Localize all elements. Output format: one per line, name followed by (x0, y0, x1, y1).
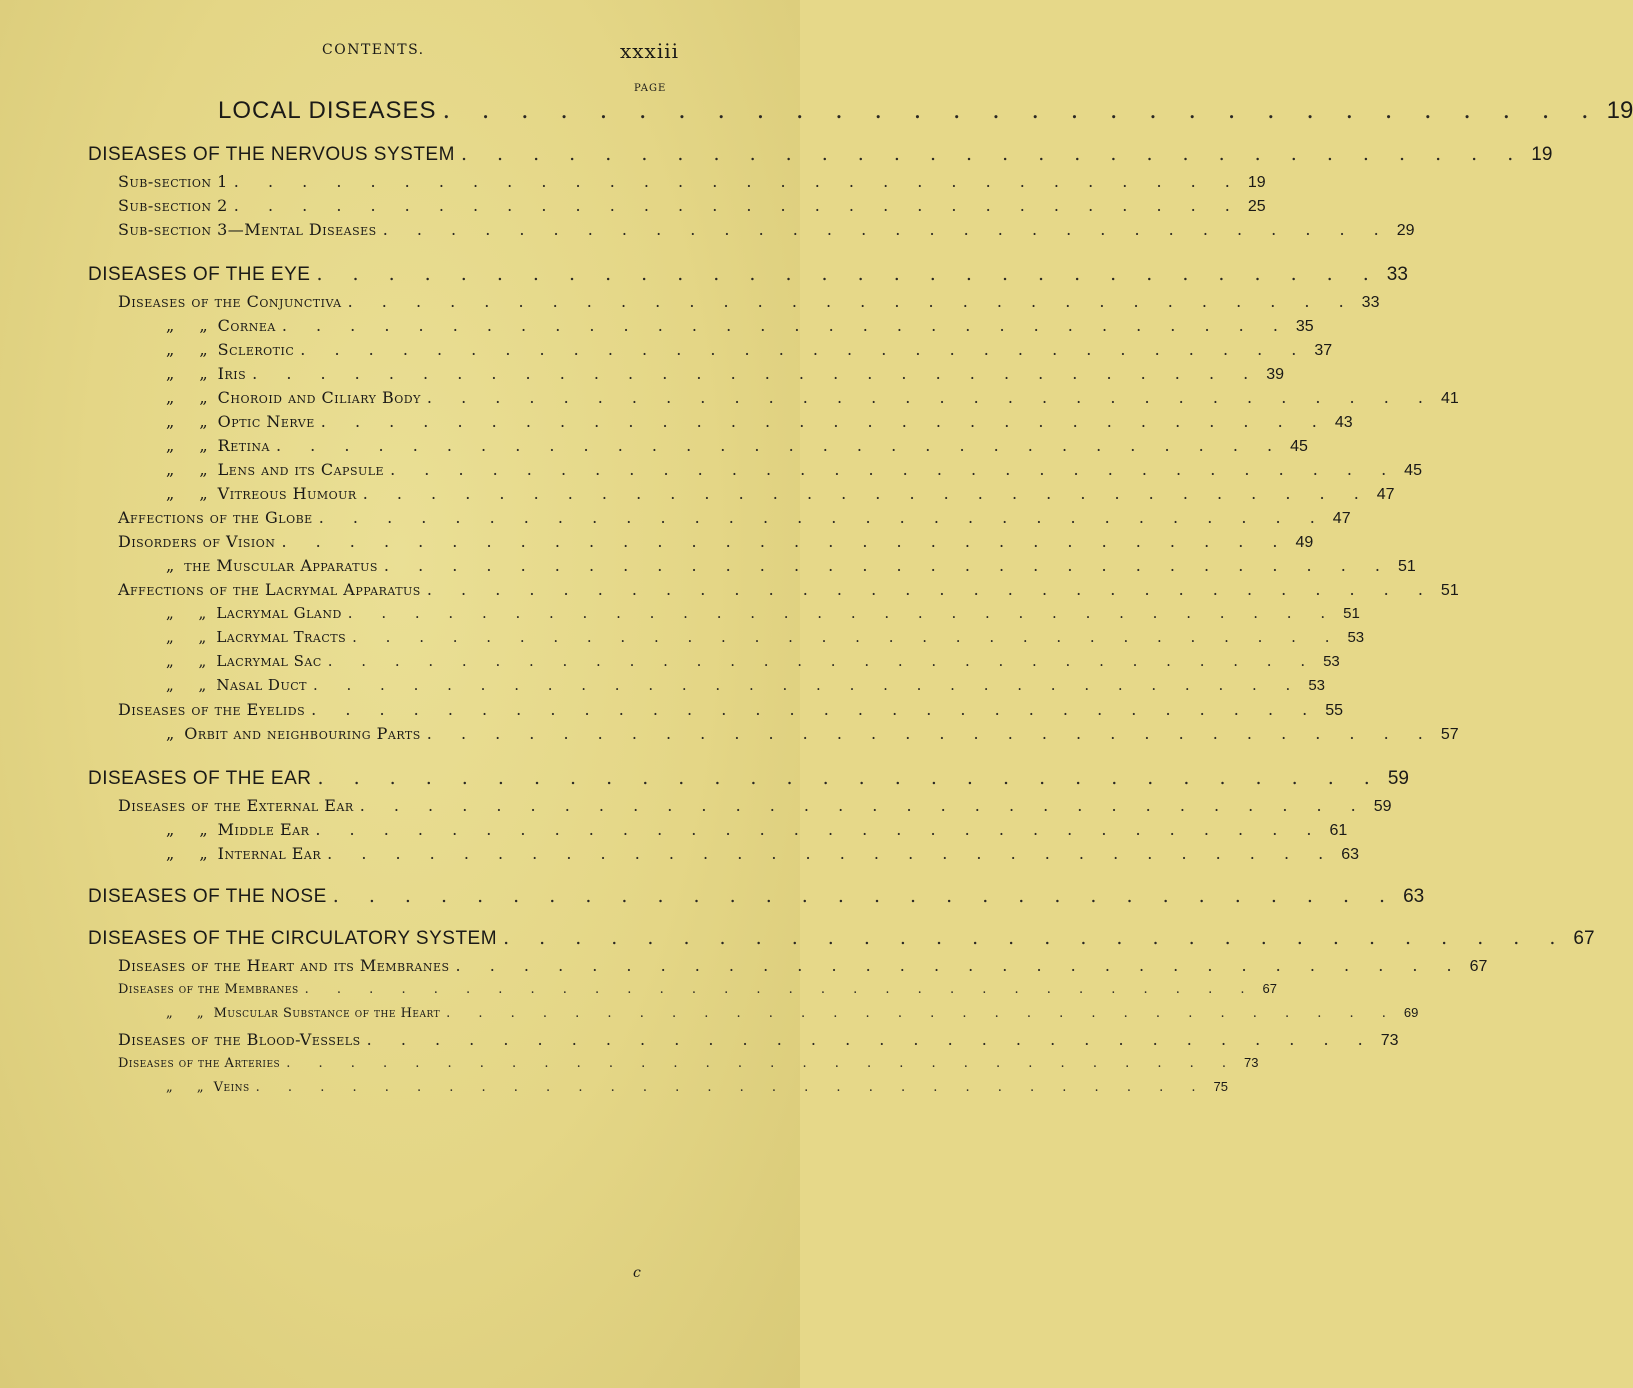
toc-entry (0, 820, 1348, 844)
toc-entry (0, 1005, 1419, 1029)
dot-leader: . . . . . . . . . . . . . . . . . . . . . . . . . . . . . . (426, 580, 1435, 599)
dot-leader: . . . . . . . . . . . . . . . . . . . . . . . . . . . . . . (312, 676, 1303, 694)
toc-page-number: 67 (1573, 928, 1595, 949)
dot-leader: . . . . . . . . . . . . . . . . . . . . . . . . . . . . . . (233, 172, 1242, 191)
dot-leader: . . . . . . . . . . . . . . . . . . . . . . . . . . . . . . (255, 1080, 1208, 1095)
dot-leader: . . . . . . . . . . . . . . . . . . . . . . . . . . . . . . (327, 652, 1318, 670)
toc-entry (0, 460, 1422, 484)
page-folio: xxxiii (620, 39, 680, 63)
dot-leader: . . . . . . . . . . . . . . . . . . . . . . . . . . . . . . (347, 604, 1338, 622)
dot-leader: . . . . . . . . . . . . . . . . . . . . . . . . . . . . . . (352, 628, 1342, 646)
dot-leader: . . . . . . . . . . . . . . . . . . . . . . . . . . . . . . (252, 364, 1261, 383)
toc-entry-label: Diseases of the Conjunctiva (118, 292, 342, 311)
toc-entry-label: Disorders of Vision (118, 532, 276, 551)
ditto-mark: „ „ (166, 604, 217, 622)
toc-entry-label: Choroid and Ciliary Body (217, 388, 421, 407)
dot-leader: . . . . . . . . . . . . . . . . . . . . . . . . . . . . . . (311, 700, 1320, 719)
dot-leader: . . . . . . . . . . . . . . . . . . . . . . . . . . . . . . (383, 556, 1392, 575)
toc-page-number: 33 (1361, 294, 1380, 311)
toc-entry-label: Lacrymal Tracts (216, 628, 347, 646)
dot-leader: . . . . . . . . . . . . . . . . . . . . . . . . . . . . . . (332, 885, 1398, 907)
toc-entry (0, 844, 1360, 868)
ditto-mark: „ „ (166, 628, 217, 646)
toc-entry-label: Internal Ear (217, 844, 322, 863)
toc-page-number: 53 (1323, 653, 1340, 670)
ditto-mark: „ „ (166, 412, 218, 431)
dot-leader: . . . . . . . . . . . . . . . . . . . . . . . . . . . . . . (382, 220, 1391, 239)
toc-entry (0, 1055, 1259, 1079)
ditto-mark: „ „ (166, 1080, 214, 1095)
toc-entry (0, 263, 1408, 287)
toc-entry (0, 1079, 1228, 1103)
ditto-mark: „ „ (166, 844, 218, 863)
toc-entry-label: LOCAL DISEASES (218, 97, 437, 124)
ditto-mark: „ (166, 556, 185, 575)
dot-leader: . . . . . . . . . . . . . . . . . . . . . . . . . . . . . . (426, 724, 1435, 743)
toc-page-number: 69 (1403, 1005, 1419, 1020)
toc-page-number: 19 (1247, 174, 1266, 191)
dot-leader: . . . . . . . . . . . . . . . . . . . . . . . . . . . . . . (300, 340, 1309, 359)
toc-page-number: 73 (1244, 1055, 1259, 1070)
toc-page-number: 37 (1314, 342, 1333, 359)
toc-entry-label: Diseases of the Heart and its Membranes (118, 956, 450, 975)
toc-entry (0, 316, 1314, 340)
ditto-mark: „ (166, 724, 185, 743)
dot-leader: . . . . . . . . . . . . . . . . . . . . . . . . . . . . . . (347, 292, 1356, 311)
toc-entry (0, 412, 1353, 436)
toc-entry-label: DISEASES OF THE NERVOUS SYSTEM (88, 144, 455, 165)
toc-entry (0, 196, 1266, 220)
ditto-mark: „ „ (166, 1006, 214, 1021)
toc-entry (0, 1030, 1399, 1054)
dot-leader: . . . . . . . . . . . . . . . . . . . . . . . . . . . . . . (286, 1056, 1239, 1071)
toc-entry-label: Vitreous Humour (217, 484, 357, 503)
toc-entry-label: Diseases of the Blood-Vessels (118, 1030, 361, 1049)
toc-page-number: 53 (1347, 629, 1365, 646)
ditto-mark: „ „ (166, 364, 218, 383)
toc-page-number: 47 (1376, 486, 1395, 503)
toc-page-number: 19 (1531, 144, 1553, 165)
toc-page-number: 41 (1440, 390, 1459, 407)
toc-entry (0, 604, 1360, 628)
toc-entry-label: Sub-section 2 (118, 196, 228, 215)
dot-leader: . . . . . . . . . . . . . . . . . . . . . . . . . . . . . . (362, 484, 1371, 503)
toc-page-number: 53 (1308, 677, 1325, 694)
toc-entry (0, 652, 1340, 676)
dot-leader: . . . . . . . . . . . . . . . . . . . . . . . . . . . . . . (316, 263, 1381, 285)
ditto-mark: „ „ (166, 484, 218, 503)
toc-page-number: 47 (1332, 510, 1351, 527)
toc-page-number: 51 (1397, 558, 1416, 575)
toc-entry-label: Affections of the Lacrymal Apparatus (118, 580, 421, 599)
dot-leader: . . . . . . . . . . . . . . . . . . . . . . . . . . . . . . (233, 196, 1242, 215)
toc-page-number: 67 (1469, 958, 1488, 975)
dot-leader: . . . . . . . . . . . . . . . . . . . . . . . . . . . . . . (390, 460, 1399, 479)
toc-page-number: 63 (1403, 886, 1425, 907)
toc-entry-label: DISEASES OF THE EYE (88, 264, 311, 285)
toc-entry (0, 292, 1380, 316)
toc-entry-label: Sub-section 1 (118, 172, 228, 191)
toc-entry-label: DISEASES OF THE NOSE (88, 886, 327, 907)
toc-entry (0, 340, 1333, 364)
toc-page-number: 75 (1213, 1079, 1228, 1094)
running-title: CONTENTS. (322, 42, 425, 58)
toc-page-number: 59 (1387, 768, 1409, 789)
toc-entry (0, 508, 1351, 532)
dot-leader: . . . . . . . . . . . . . . . . . . . . . . . . . . . . . . (460, 143, 1526, 165)
toc-entry (0, 628, 1365, 652)
toc-page-number: 63 (1341, 846, 1360, 863)
dot-leader: . . . . . . . . . . . . . . . . . . . . . . . . . . . . . . (503, 927, 1568, 949)
toc-entry-label: Retina (217, 436, 270, 455)
ditto-mark: „ „ (166, 652, 217, 670)
ditto-mark: „ „ (166, 436, 218, 455)
running-head (0, 39, 800, 63)
toc-entry-label: the Muscular Apparatus (184, 556, 378, 575)
toc-entry-label: Middle Ear (217, 820, 310, 839)
toc-page-number: 39 (1266, 366, 1285, 383)
toc-entry-label: Veins (213, 1080, 250, 1095)
toc-entry (0, 580, 1459, 604)
ditto-mark: „ „ (166, 820, 218, 839)
dot-leader: . . . . . . . . . . . . . . . . . . . . . . . . . . . . . . (281, 532, 1290, 551)
toc-page-number: 67 (1262, 981, 1277, 996)
toc-entry (0, 388, 1459, 412)
dot-leader: . . . . . . . . . . . . . . . . . . . . . . . . . . . . . . (426, 388, 1435, 407)
toc-page-number: 55 (1325, 702, 1344, 719)
toc-entry-label: Orbit and neighbouring Parts (184, 724, 421, 743)
dot-leader: . . . . . . . . . . . . . . . . . . . . . . . . . . . . . . (446, 1006, 1398, 1021)
page-column-heading: PAGE (634, 83, 667, 94)
dot-leader: . . . . . . . . . . . . . . . . . . . . . . . . . . . . . . (359, 796, 1368, 815)
toc-entry-label: Diseases of the External Ear (118, 796, 354, 815)
ditto-mark: „ „ (166, 340, 218, 359)
dot-leader: . . . . . . . . . . . . . . . . . . . . . . . . . . . . . . (327, 844, 1336, 863)
signature-mark: c (633, 1265, 641, 1281)
toc-entry (0, 172, 1266, 196)
toc-entry-label: Affections of the Globe (118, 508, 313, 527)
dot-leader: . . . . . . . . . . . . . . . . . . . . . . . . . . . . . . (455, 956, 1464, 975)
toc-page-number: 73 (1380, 1032, 1399, 1049)
toc-entry (0, 676, 1325, 700)
ditto-mark: „ „ (166, 388, 218, 407)
toc-entry (0, 96, 1633, 124)
toc-entry-label: Iris (217, 364, 247, 383)
toc-entry (0, 532, 1314, 556)
toc-entry (0, 143, 1553, 167)
toc-entry (0, 220, 1415, 244)
toc-entry (0, 436, 1308, 460)
toc-page-number: 45 (1404, 462, 1422, 479)
toc-entry-label: Diseases of the Membranes (118, 982, 299, 997)
toc-entry-label: Sub-section 3—Mental Diseases (118, 220, 377, 239)
toc-page-number: 45 (1290, 438, 1308, 455)
toc-page-number: 43 (1334, 414, 1353, 431)
toc-entry-label: Nasal Duct (216, 676, 307, 694)
toc-entry-label: Diseases of the Eyelids (118, 700, 306, 719)
toc-page-number: 51 (1343, 605, 1360, 622)
toc-entry-label: DISEASES OF THE EAR (88, 768, 312, 789)
ditto-mark: „ „ (166, 316, 218, 335)
dot-leader: . . . . . . . . . . . . . . . . . . . . . . . . . . . . . . (276, 436, 1285, 455)
dot-leader: . . . . . . . . . . . . . . . . . . . . . . . . . . . . . . (320, 412, 1329, 431)
toc-entry (0, 767, 1409, 791)
toc-entry (0, 956, 1488, 980)
toc-entry-label: Diseases of the Arteries (118, 1056, 281, 1071)
toc-entry (0, 484, 1395, 508)
toc-entry-label: Lens and its Capsule (217, 460, 385, 479)
dot-leader: . . . . . . . . . . . . . . . . . . . . . . . . . . . . . . (281, 316, 1290, 335)
toc-entry (0, 364, 1285, 388)
ditto-mark: „ „ (166, 460, 218, 479)
toc-entry-label: Lacrymal Gland (216, 604, 342, 622)
toc-entry-label: Sclerotic (217, 340, 295, 359)
toc-entry (0, 885, 1425, 909)
ditto-mark: „ „ (166, 676, 217, 694)
toc-page-number: 29 (1396, 222, 1415, 239)
toc-page-number: 57 (1440, 726, 1459, 743)
toc-entry (0, 981, 1277, 1005)
toc-entry-label: Lacrymal Sac (216, 652, 322, 670)
toc-entry-label: Optic Nerve (217, 412, 315, 431)
toc-entry (0, 556, 1416, 580)
toc-entry (0, 724, 1459, 748)
toc-entry (0, 700, 1344, 724)
toc-page-number: 51 (1440, 582, 1459, 599)
toc-page-number: 25 (1247, 198, 1266, 215)
dot-leader: . . . . . . . . . . . . . . . . . . . . . . . . . . . . . . (315, 820, 1324, 839)
toc-entry-label: DISEASES OF THE CIRCULATORY SYSTEM (88, 928, 498, 949)
dot-leader: . . . . . . . . . . . . . . . . . . . . . . . . . . . . . . (304, 982, 1257, 997)
toc-page-number: 59 (1373, 798, 1392, 815)
toc-entry (0, 927, 1595, 951)
toc-page-number: 33 (1386, 264, 1408, 285)
dot-leader: . . . . . . . . . . . . . . . . . . . . . . . . . . . . . . (366, 1030, 1375, 1049)
toc-page-number: 61 (1329, 822, 1348, 839)
toc-entry-label: Muscular Substance of the Heart (213, 1006, 441, 1021)
toc-page-number: 19 (1606, 97, 1633, 124)
dot-leader: . . . . . . . . . . . . . . . . . . . . . . . . . . . . . . (317, 767, 1382, 789)
toc-page-number: 49 (1295, 534, 1314, 551)
dot-leader: . . . . . . . . . . . . . . . . . . . . . . . . . . . . . . (318, 508, 1327, 527)
toc-entry-label: Cornea (217, 316, 276, 335)
toc-page-number: 35 (1295, 318, 1314, 335)
dot-leader: . . . . . . . . . . . . . . . . . . . . . . . . . . . . . . (442, 96, 1601, 124)
toc-entry (0, 796, 1392, 820)
